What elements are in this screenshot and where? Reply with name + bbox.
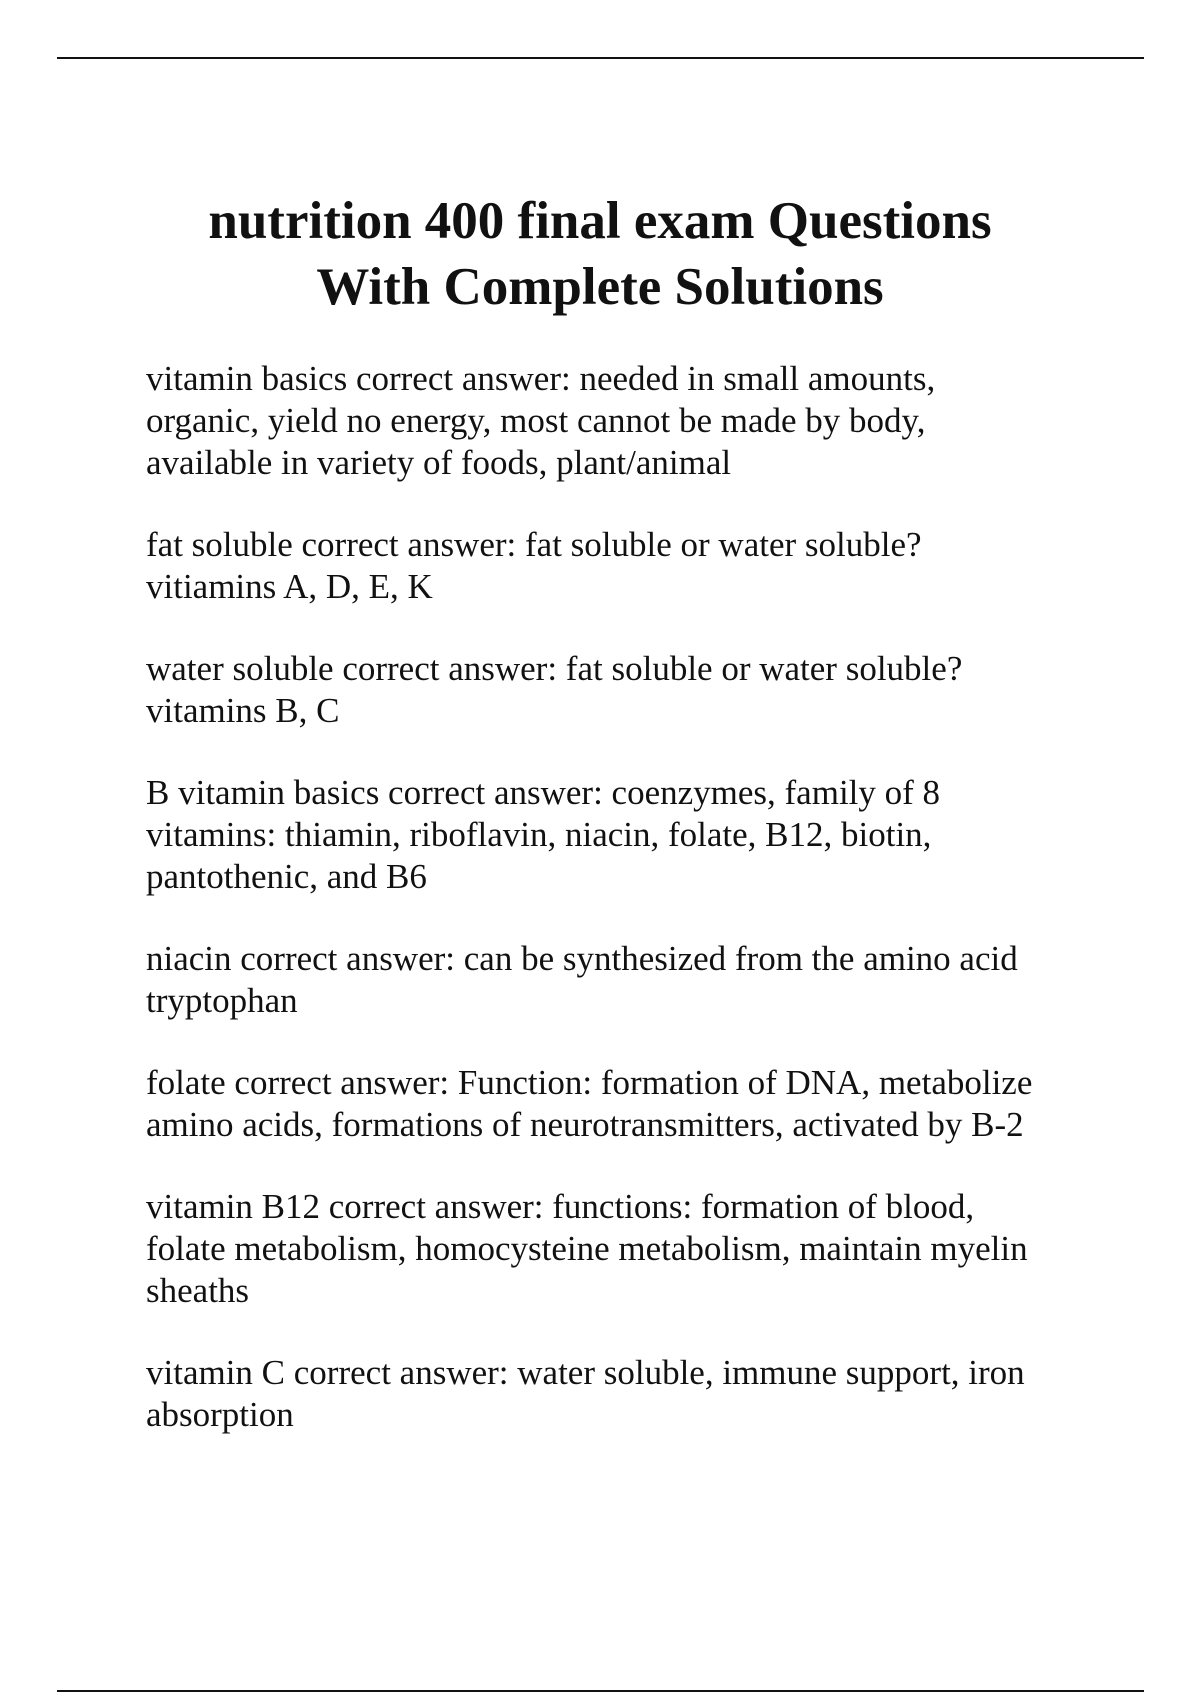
entry-line: organic, yield no energy, most cannot be made by body, [146,401,926,440]
entry-line: vitamins B, C [146,691,340,730]
entry-line: folate correct answer: Function: formation of DNA, metabolize [146,1063,1033,1102]
title-line: With Complete Solutions [316,258,884,316]
page-title [100,188,1100,320]
entry-line: pantothenic, and B6 [146,857,427,896]
entry-line: vitamin B12 correct answer: functions: formation of blood, [146,1187,975,1226]
qa-list [146,358,1146,1476]
entry-line: amino acids, formations of neurotransmitters, activated by B-2 [146,1105,1024,1144]
qa-entry-niacin [146,938,1146,1022]
entry-line: water soluble correct answer: fat soluble or water soluble? [146,649,963,688]
entry-line: vitiamins A, D, E, K [146,567,433,606]
entry-line: sheaths [146,1271,250,1310]
qa-entry-fat-soluble [146,524,1146,608]
title-line: nutrition 400 final exam Questions [208,192,992,250]
entry-line: fat soluble correct answer: fat soluble or water soluble? [146,525,922,564]
top-rule [57,57,1144,59]
bottom-rule [57,1690,1144,1692]
qa-entry-b-vitamin-basics [146,772,1146,898]
entry-line: tryptophan [146,981,298,1020]
entry-line: B vitamin basics correct answer: coenzymes, family of 8 [146,773,941,812]
qa-entry-vitamin-b12 [146,1186,1146,1312]
entry-line: vitamins: thiamin, riboflavin, niacin, folate, B12, biotin, [146,815,932,854]
entry-line: niacin correct answer: can be synthesized from the amino acid [146,939,1018,978]
entry-line: available in variety of foods, plant/animal [146,443,732,482]
qa-entry-vitamin-basics [146,358,1146,484]
entry-line: absorption [146,1395,294,1434]
qa-entry-folate [146,1062,1146,1146]
qa-entry-vitamin-c [146,1352,1146,1436]
entry-line: vitamin basics correct answer: needed in small amounts, [146,359,936,398]
entry-line: folate metabolism, homocysteine metabolism, maintain myelin [146,1229,1028,1268]
qa-entry-water-soluble [146,648,1146,732]
entry-line: vitamin C correct answer: water soluble, immune support, iron [146,1353,1025,1392]
